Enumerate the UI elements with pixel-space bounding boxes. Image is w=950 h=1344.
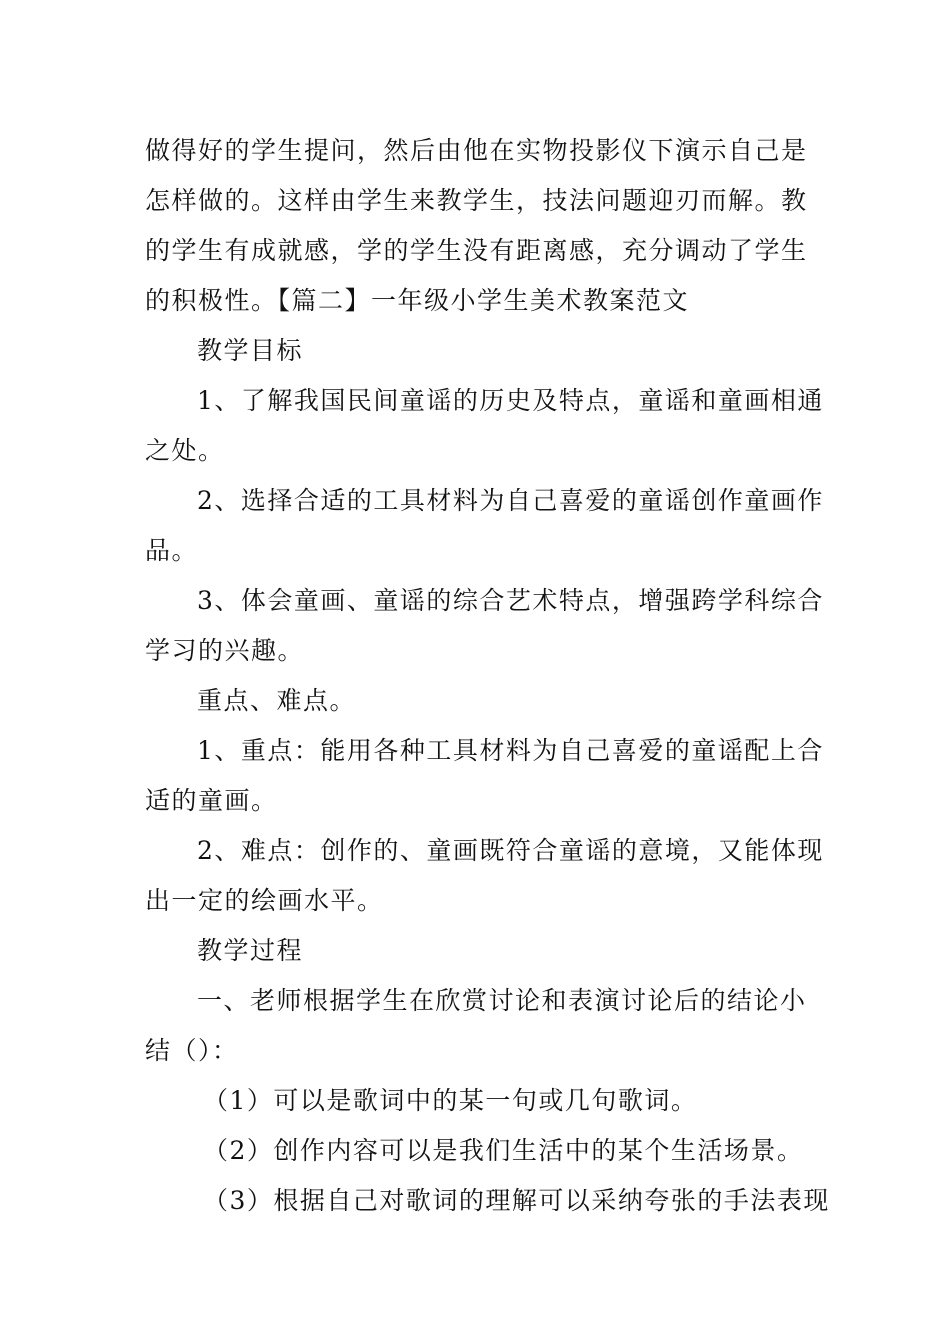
section-heading-key-points: 重点、难点。 xyxy=(197,686,357,715)
key-point-item-2: 2、难点：创作的、童画既符合童谣的意境，又能体现 xyxy=(197,836,824,865)
text-line: 怎样做的。这样由学生来教学生，技法问题迎刃而解。教 xyxy=(145,186,808,215)
text-line: 的积极性。【篇二】一年级小学生美术教案范文 xyxy=(145,286,690,315)
process-subitem-3: （3）根据自己对歌词的理解可以采纳夸张的手法表现 xyxy=(203,1186,830,1215)
section-heading-process: 教学过程 xyxy=(197,936,304,965)
text-line: 的学生有成就感，学的学生没有距离感，充分调动了学生 xyxy=(145,236,808,265)
document-body xyxy=(145,128,830,1228)
text-line: 适的童画。 xyxy=(145,786,278,815)
objective-item-1: 1、了解我国民间童谣的历史及特点，童谣和童画相通 xyxy=(197,386,824,415)
text-line: 之处。 xyxy=(145,436,225,465)
text-line: 做得好的学生提问，然后由他在实物投影仪下演示自己是 xyxy=(145,136,808,165)
objective-item-2: 2、选择合适的工具材料为自己喜爱的童谣创作童画作 xyxy=(197,486,824,515)
text-line: 学习的兴趣。 xyxy=(145,636,305,665)
process-item-1: 一、老师根据学生在欣赏讨论和表演讨论后的结论小 xyxy=(197,986,807,1015)
section-heading-objectives: 教学目标 xyxy=(197,336,304,365)
text-line: 品。 xyxy=(145,536,199,565)
key-point-item-1: 1、重点：能用各种工具材料为自己喜爱的童谣配上合 xyxy=(197,736,824,765)
process-subitem-1: （1）可以是歌词中的某一句或几句歌词。 xyxy=(203,1086,698,1115)
process-subitem-2: （2）创作内容可以是我们生活中的某个生活场景。 xyxy=(203,1136,804,1165)
text-line: 结（）： xyxy=(145,1036,239,1065)
objective-item-3: 3、体会童画、童谣的综合艺术特点，增强跨学科综合 xyxy=(197,586,824,615)
text-line: 出一定的绘画水平。 xyxy=(145,886,384,915)
